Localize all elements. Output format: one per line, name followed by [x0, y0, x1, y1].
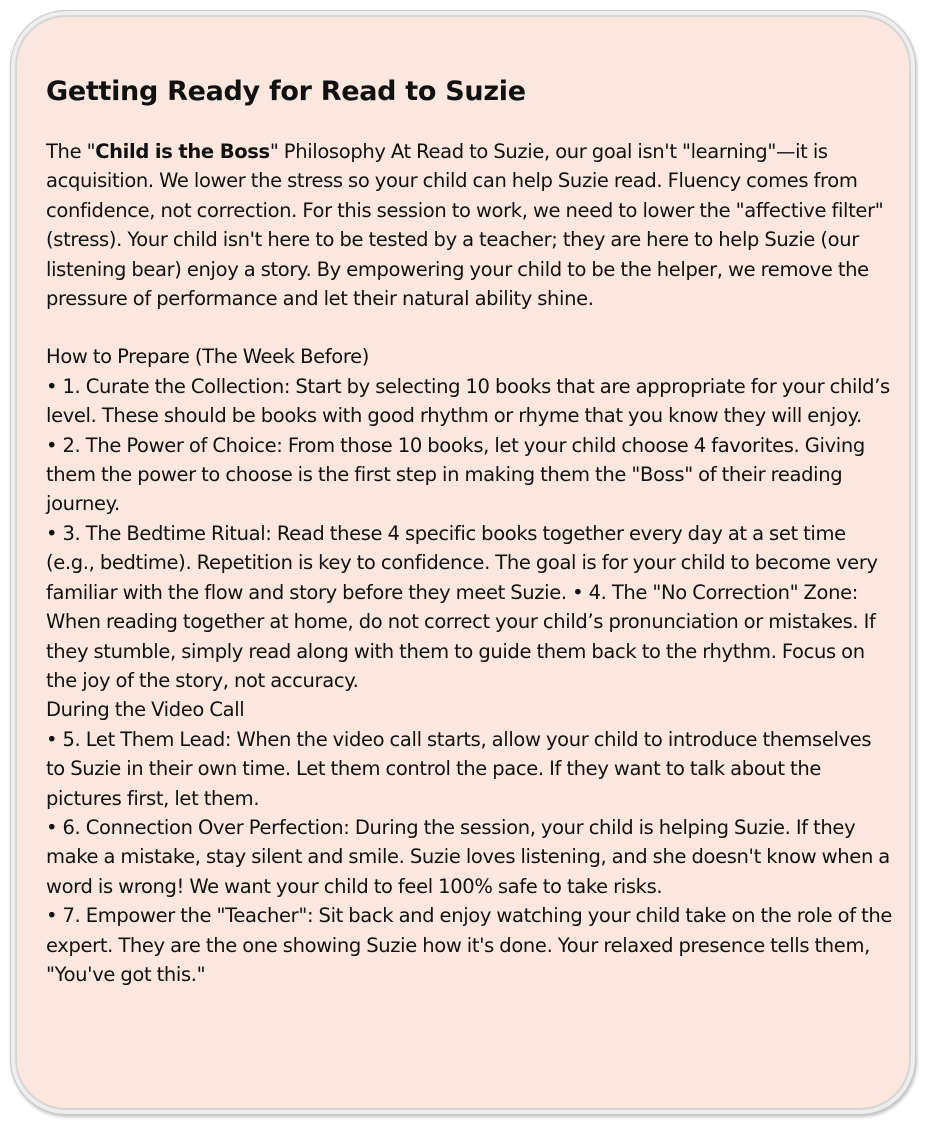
list-item-2: • 2. The Power of Choice: From those 10 books, let your child choose 4 favorites. Giving them the power to choose is the first step in making them the "Boss" of their reading journey.: [46, 433, 865, 516]
call-heading: During the Video Call: [46, 698, 245, 722]
section-gap: [46, 313, 895, 342]
intro-bold-phrase: Child is the Boss: [95, 140, 270, 163]
intro-paragraph: [46, 137, 895, 313]
list-item-3-4: • 3. The Bedtime Ritual: Read these 4 specific books together every day at a set time (e.g., bedtime). Repetition is key to confidence. The goal is for your child to become very familiar with the flow and story before they meet Suzie. • 4. The "No Correction" Zone: When reading together at home, do not correct your child’s pronunciation or mistakes. If they stumble, simply read along with them to guide them back to the rhythm. Focus on the joy of the story, not accuracy.: [46, 521, 878, 692]
prepare-heading: How to Prepare (The Week Before): [46, 345, 369, 369]
intro-prefix: The ": [46, 140, 96, 163]
page-title: Getting Ready for Read to Suzie: [46, 76, 526, 107]
list-item-5: • 5. Let Them Lead: When the video call starts, allow your child to introduce themselves to Suzie in their own time. Let them control the pace. If they want to talk about the pictures first, let them.: [46, 727, 872, 810]
list-item-7: • 7. Empower the "Teacher": Sit back and enjoy watching your child take on the role of the expert. They are the one showing Suzie how it's done. Your relaxed presence tells them, "You've got this.": [46, 904, 893, 986]
content-card: [10, 10, 916, 1115]
list-item-6: • 6. Connection Over Perfection: During the session, your child is helping Suzie. If they make a mistake, stay silent and smile. Suzie loves listening, and she doesn't know when a word is wrong! We want your child to feel 100% safe to take risks.: [46, 815, 890, 898]
intro-text: " Philosophy At Read to Suzie, our goal isn't "learning"—it is acquisition. We lower the stress so your child can help Suzie read. Fluency comes from confidence, not correction. For this session to work, we need to lower the "affective filter" (stress). Your child isn't here to be tested by a teacher; they are here to help Suzie (our listening bear) enjoy a story. By empowering your child to be the helper, we remove the pressure of performance and let their natural ability shine.: [46, 140, 884, 311]
list-item-1: • 1. Curate the Collection: Start by selecting 10 books that are appropriate for your child’s level. These should be books with good rhythm or rhyme that you know they will enjoy.: [46, 374, 890, 428]
